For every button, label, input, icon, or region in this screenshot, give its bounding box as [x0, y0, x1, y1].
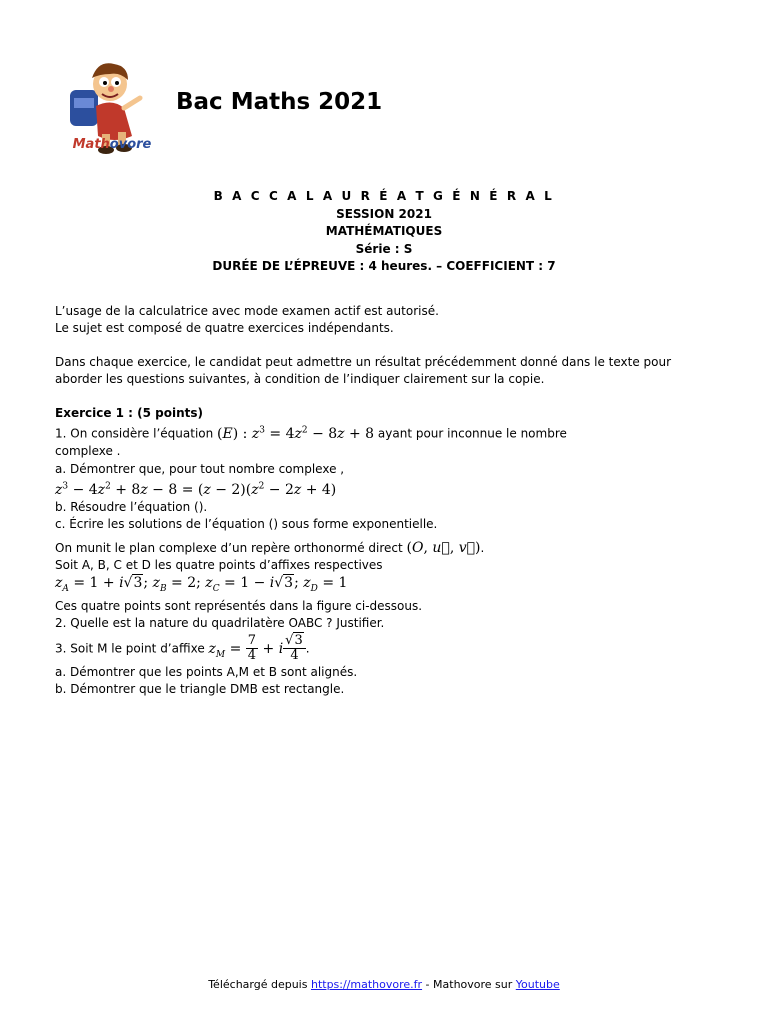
- mathovore-logo: [62, 58, 162, 158]
- question-1b: b. Résoudre l’équation ().: [55, 499, 208, 514]
- question-2: 2. Quelle est la nature du quadrilatère OABC ? Justifier.: [55, 615, 385, 630]
- exam-type: B A C C A L A U R É A T G É N É R A L: [213, 189, 555, 203]
- composition-rule: Le sujet est composé de quatre exercices indépendants.: [55, 321, 394, 336]
- question-3: 3. Soit M le point d’affixe $z_M$ = $\frac{7}{4}$ + i $\frac{√3}{4}$ .: [55, 633, 310, 664]
- intro-paragraph-2: [55, 354, 735, 389]
- exam-subject: MATHÉMATIQUES: [325, 224, 443, 238]
- question-3b: b. Démontrer que le triangle DMB est rectangle.: [55, 682, 345, 697]
- points-statement: Soit A, B, C et D les quatre points d’affixes respectives: [55, 558, 383, 573]
- intro-paragraph-1: [55, 303, 735, 338]
- exercise-1: [55, 405, 735, 533]
- admit-rule-line2: aborder les questions suivantes, à condition de l’indiquer clairement sur la copie.: [55, 372, 545, 387]
- question-3a: a. Démontrer que les points A,M et B sont alignés.: [55, 664, 358, 679]
- factorization-formula: $z^3 - 4z^2 + 8z - 8 = (z - 2)(z^2 - 2z + 4)$: [55, 480, 337, 498]
- frame-formula: (O, u⃗, v⃗): [406, 540, 481, 556]
- page-title: Bac Maths 2021: [176, 89, 383, 115]
- svg-text:Mathovore: Mathovore: [72, 137, 152, 152]
- question-1-line2: complexe .: [55, 444, 121, 459]
- exercise-title: Exercice 1 : (5 points): [55, 406, 204, 420]
- exam-series: Série : S: [355, 241, 413, 256]
- footer: Téléchargé depuis https://mathovore.fr - Mathovore sur Youtube: [208, 978, 560, 991]
- exam-header: [0, 188, 768, 276]
- question-1a: a. Démontrer que, pour tout nombre complexe ,: [55, 461, 345, 476]
- equation-E: (E) : $z^3 = 4z^2 - 8z + 8$: [217, 425, 375, 442]
- exercise-1-part-2: [55, 540, 735, 698]
- question-1: 1. On considère l’équation (E) : $z^3 = 4z^2 - 8z + 8$ ayant pour inconnue le nombre: [55, 425, 567, 442]
- figure-statement: Ces quatre points sont représentés dans la figure ci-dessous.: [55, 598, 423, 613]
- mathovore-link[interactable]: https://mathovore.fr: [310, 978, 423, 991]
- exam-session: SESSION 2021: [336, 206, 432, 221]
- zM-formula: $z_M$ = $\frac{7}{4}$ + i $\frac{√3}{4}$: [209, 641, 306, 657]
- exam-duration: DURÉE DE L’ÉPREUVE : 4 heures. – COEFFICIENT : 7: [212, 259, 556, 273]
- question-1c: c. Écrire les solutions de l’équation () sous forme exponentielle.: [55, 517, 438, 532]
- affixes-formula: $z_A = 1 + i√3$; $z_B = 2$; $z_C = 1 - i√3$; $z_D = 1$: [55, 574, 348, 594]
- plane-statement: On munit le plan complexe d’un repère orthonormé direct (O, u⃗, v⃗).: [55, 540, 485, 556]
- calculator-rule: L’usage de la calculatrice avec mode examen actif est autorisé.: [55, 304, 439, 318]
- admit-rule-line1: Dans chaque exercice, le candidat peut admettre un résultat précédemment donné dans le texte pour: [55, 355, 672, 369]
- youtube-link[interactable]: Youtube: [515, 978, 560, 991]
